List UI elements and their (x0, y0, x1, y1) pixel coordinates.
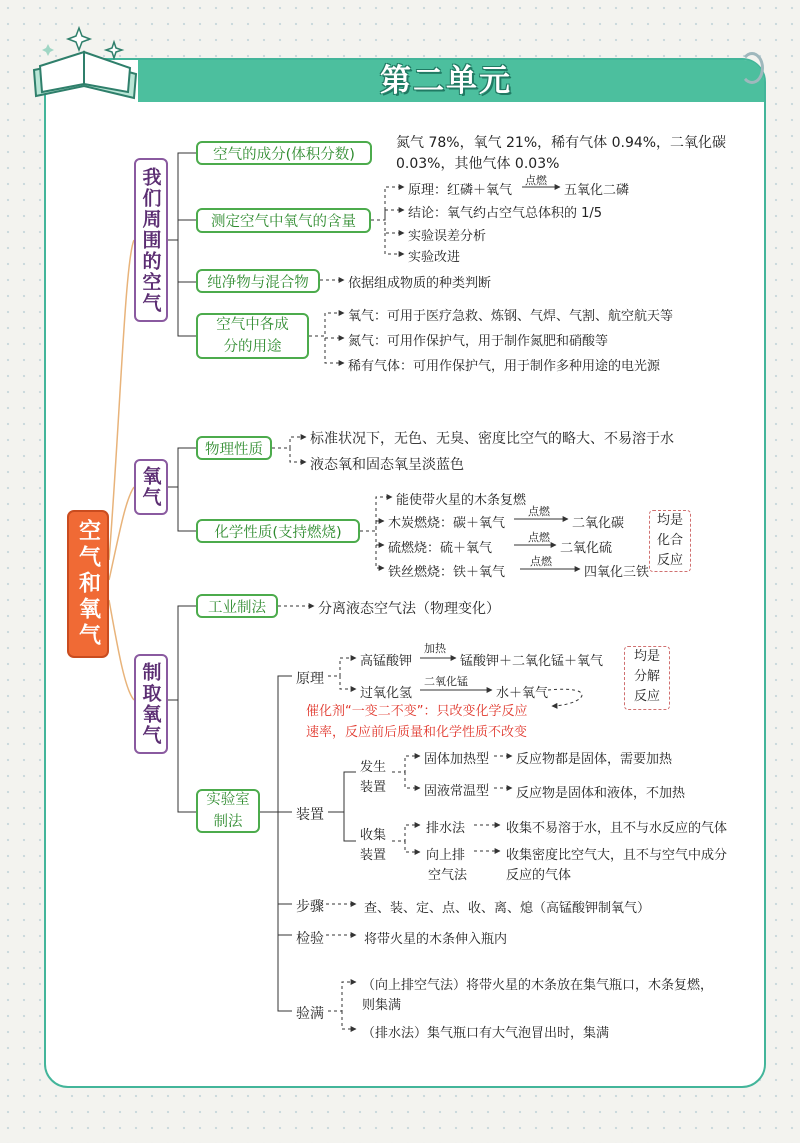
node-chemical-properties: 化学性质(支持燃烧) (196, 519, 360, 543)
principle-product: 五氧化二磷 (564, 183, 630, 198)
page-title: 第二单元 (380, 63, 512, 99)
error-analysis-text: 实验误差分析 (408, 229, 487, 244)
uses-label-1: 空气中各成 (216, 317, 289, 333)
combination-note: 均是 化合 反应 (649, 510, 691, 572)
node-industrial: 工业制法 (196, 594, 278, 618)
water-method: 排水法 (426, 821, 466, 836)
generator-label-2: 装置 (360, 780, 387, 795)
steps-label: 步骤 (296, 899, 324, 915)
solid-liquid-type: 固液常温型 (424, 784, 490, 799)
conclusion-text: 结论：氧气约占空气总体积的 1/5 (408, 206, 603, 221)
decomposition-note: 均是 分解 反应 (624, 646, 670, 710)
catalyst-note-2: 速率，反应前后质量和化学性质不改变 (306, 725, 528, 740)
steps-text: 查、装、定、点、收、离、熄（高锰酸钾制氧气） (364, 901, 651, 916)
branch-oxygen: 氧气 (134, 459, 168, 515)
full-text-3: （排水法）集气瓶口有大气泡冒出时，集满 (362, 1026, 610, 1041)
h2o2-products: 水＋氧气 (496, 686, 549, 701)
full-text-2: 则集满 (362, 998, 402, 1013)
upward-desc-1: 收集密度比空气大，且不与空气中成分 (506, 848, 728, 863)
composition-text-1: 氮气 78%，氧气 21%，稀有气体 0.94%，二氧化碳 (396, 135, 727, 151)
test-label: 检验 (296, 931, 324, 947)
node-physical-properties: 物理性质 (196, 436, 272, 460)
solid-heat-type: 固体加热型 (424, 752, 490, 767)
branch-preparation: 制取氧气 (134, 654, 168, 754)
upward-method-2: 空气法 (428, 868, 468, 883)
apparatus-label: 装置 (296, 807, 324, 823)
generator-label-1: 发生 (360, 760, 387, 775)
sulfur-condition: 点燃 (528, 531, 550, 544)
pure-mixture-text: 依据组成物质的种类判断 (348, 276, 492, 291)
physical-text-1: 标准状况下，无色、无臭、密度比空气的略大、不易溶于水 (310, 431, 674, 447)
carbon-condition: 点燃 (528, 505, 550, 518)
branch-air: 我们周围的空气 (134, 158, 168, 322)
node-uses (196, 313, 309, 359)
spark-text: 能使带火星的木条复燃 (396, 493, 527, 508)
upward-desc-2: 反应的气体 (506, 868, 572, 883)
kmno4-reactant: 高锰酸钾 (360, 654, 413, 669)
upward-method-1: 向上排 (426, 848, 466, 863)
principle-text: 原理：红磷＋氧气 (408, 183, 513, 198)
full-text-1: （向上排空气法）将带火星的木条放在集气瓶口，木条复燃， (362, 978, 714, 993)
composition-text-2: 0.03%，其他气体 0.03% (396, 156, 560, 172)
root-node: 空气和氧气 (67, 510, 109, 658)
use-nitrogen-text: 氮气：可用作保护气，用于制作氮肥和硝酸等 (348, 334, 609, 349)
iron-condition: 点燃 (530, 555, 552, 568)
full-label: 验满 (296, 1006, 324, 1022)
collector-label-2: 装置 (360, 848, 387, 863)
iron-product: 四氧化三铁 (584, 565, 650, 580)
principle-label: 原理 (296, 671, 324, 687)
carbon-burn-text: 木炭燃烧：碳＋氧气 (388, 516, 506, 531)
node-pure-mixture: 纯净物与混合物 (196, 269, 320, 293)
test-text: 将带火星的木条伸入瓶内 (364, 932, 508, 947)
carbon-product: 二氧化碳 (572, 516, 625, 531)
use-oxygen-text: 氧气：可用于医疗急救、炼钢、气焊、气割、航空航天等 (348, 309, 674, 324)
use-noble-gas-text: 稀有气体：可用作保护气，用于制作多种用途的电光源 (348, 359, 661, 374)
node-composition: 空气的成分(体积分数) (196, 141, 372, 165)
industrial-text: 分离液态空气法（物理变化） (318, 601, 500, 617)
physical-text-2: 液态氧和固态氧呈淡蓝色 (310, 457, 464, 473)
sulfur-burn-text: 硫燃烧：硫＋氧气 (388, 541, 493, 556)
uses-label-2: 分的用途 (223, 339, 282, 355)
h2o2-condition: 二氧化锰 (424, 675, 468, 688)
kmno4-condition: 加热 (424, 642, 446, 655)
sulfur-product: 二氧化硫 (560, 541, 613, 556)
node-lab: 实验室 制法 (196, 789, 260, 833)
collector-label-1: 收集 (360, 828, 387, 843)
node-oxygen-content: 测定空气中氧气的含量 (196, 208, 371, 233)
kmno4-products: 锰酸钾＋二氧化锰＋氧气 (460, 654, 604, 669)
solid-heat-desc: 反应物都是固体，需要加热 (516, 752, 673, 767)
solid-liquid-desc: 反应物是固体和液体，不加热 (516, 786, 686, 801)
improvement-text: 实验改进 (408, 250, 461, 265)
catalyst-note-1: 催化剂“一变二不变”：只改变化学反应 (306, 704, 528, 719)
h2o2-reactant: 过氧化氢 (360, 686, 413, 701)
iron-burn-text: 铁丝燃烧：铁＋氧气 (388, 565, 506, 580)
principle-condition: 点燃 (525, 174, 547, 187)
water-method-desc: 收集不易溶于水，且不与水反应的气体 (506, 821, 728, 836)
